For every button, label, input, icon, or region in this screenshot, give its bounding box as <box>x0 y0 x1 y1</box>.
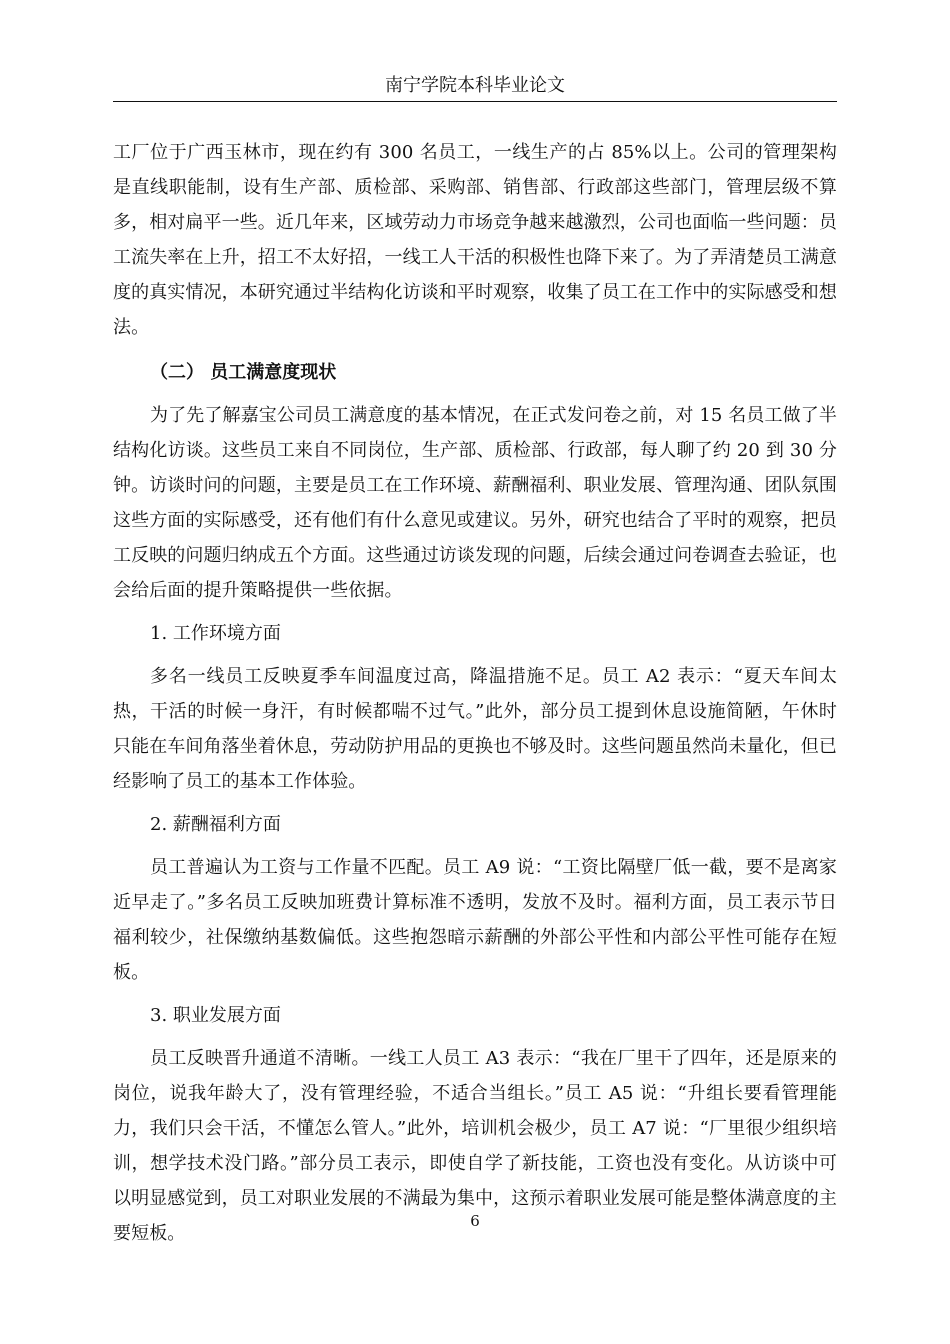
subsection-heading-career-development: 3. 职业发展方面 <box>150 1005 281 1026</box>
header-divider <box>113 101 837 102</box>
intro-paragraph: 工厂位于广西玉林市，现在约有 300 名员工，一线生产的占 85%以上。公司的管理架构是直线职能制，设有生产部、质检部、采购部、销售部、行政部这些部门，管理层级不算多，相对扁平一些。近几年来，区域劳动力市场竞争越来越激烈，公司也面临一些问题：员工流失率在上升，招工不太好招，一线工人干活的积极性也降下来了。为了弄清楚员工满意度的真实情况，本研究通过半结构化访谈和平时观察，收集了员工在工作中的实际感受和想法。 <box>113 142 837 338</box>
body-text <box>113 135 837 1251</box>
running-header: 南宁学院本科毕业论文 <box>385 75 565 96</box>
page-number: 6 <box>470 1212 480 1230</box>
subsection-heading-compensation: 2. 薪酬福利方面 <box>150 814 281 835</box>
section-paragraph: 为了先了解嘉宝公司员工满意度的基本情况，在正式发问卷之前，对 15 名员工做了半结构化访谈。这些员工来自不同岗位，生产部、质检部、行政部，每人聊了约 20 到 30 分钟。访谈时问的问题，主要是员工在工作环境、薪酬福利、职业发展、管理沟通、团队氛围这些方面的实际感受，还有他们有什么意见或建议。另外，研究也结合了平时的观察，把员工反映的问题归纳成五个方面。这些通过访谈发现的问题，后续会通过问卷调查去验证，也会给后面的提升策略提供一些依据。 <box>113 405 837 601</box>
subsection-heading-work-environment: 1. 工作环境方面 <box>150 623 281 644</box>
work-environment-paragraph: 多名一线员工反映夏季车间温度过高，降温措施不足。员工 A2 表示：“夏天车间太热，干活的时候一身汗，有时候都喘不过气。”此外，部分员工提到休息设施简陋，午休时只能在车间角落坐着休息，劳动防护用品的更换也不够及时。这些问题虽然尚未量化，但已经影响了员工的基本工作体验。 <box>113 666 837 792</box>
compensation-paragraph: 员工普遍认为工资与工作量不匹配。员工 A9 说：“工资比隔壁厂低一截，要不是离家近早走了。”多名员工反映加班费计算标准不透明，发放不及时。福利方面，员工表示节日福利较少，社保缴纳基数偏低。这些抱怨暗示薪酬的外部公平性和内部公平性可能存在短板。 <box>113 857 837 983</box>
section-heading: （二） 员工满意度现状 <box>150 362 337 383</box>
career-development-paragraph: 员工反映晋升通道不清晰。一线工人员工 A3 表示：“我在厂里干了四年，还是原来的岗位，说我年龄大了，没有管理经验，不适合当组长。”员工 A5 说：“升组长要看管理能力，我们只会干活，不懂怎么管人。”此外，培训机会极少，员工 A7 说：“厂里很少组织培训，想学技术没门路。”部分员工表示，即使自学了新技能，工资也没有变化。从访谈中可以明显感觉到，员工对职业发展的不满最为集中，这预示着职业发展可能是整体满意度的主要短板。 <box>113 1048 837 1244</box>
